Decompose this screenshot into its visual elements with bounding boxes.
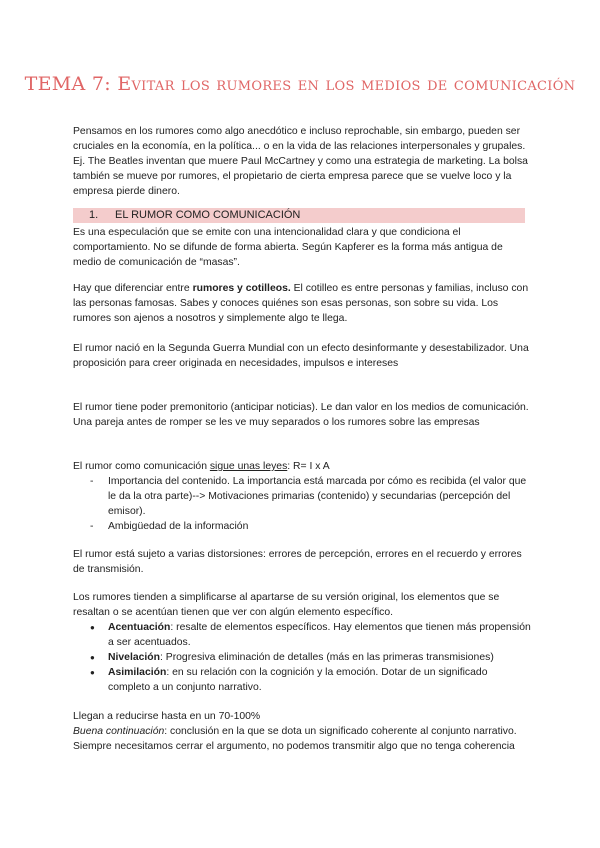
section-heading: [73, 208, 525, 223]
laws-formula: : R= I x A: [287, 461, 330, 472]
laws-list: [73, 474, 531, 534]
rumor-vs-gossip-post: El cotilleo es entre personas y familias, incluso con las personas famosas. Sabes y conoces quiénes son esas personas, son sobre su vida. Los rumores son ajenos a nosotros y simplemente algo te llega.: [73, 283, 529, 324]
origin-paragraph: El rumor nació en la Segunda Guerra Mundial con un efecto desinformante y desestabilizador. Una proposición para creer originada en necesidades, impulsos e intereses: [73, 343, 529, 369]
section-title: EL RUMOR COMO COMUNICACIÓN: [115, 209, 301, 221]
rumor-vs-gossip-paragraph: [73, 281, 531, 326]
list-item: [73, 665, 531, 695]
definition-paragraph: Es una especulación que se emite con una intencionalidad clara y que condiciona el comportamiento. No se difunde de forma abierta. Según Kapferer es la forma más antigua de medio de comunicación de “masas”.: [73, 227, 503, 268]
premonitory-paragraph: El rumor tiene poder premonitorio (anticipar noticias). Le dan valor en los medios de comunicación. Una pareja antes de romper se les ve muy separados o los rumores sobre las empresas: [73, 402, 529, 428]
simplification-section: [73, 590, 531, 695]
good-continuation-term: Buena continuación: [73, 726, 165, 737]
distortions-paragraph: El rumor está sujeto a varias distorsiones: errores de percepción, errores en el recuerdo y errores de transmisión.: [73, 549, 522, 575]
list-item-desc: : resalte de elementos específicos. Hay elementos que tienen más propensión a ser acentuados.: [108, 622, 531, 648]
reduction-line: Llegan a reducirse hasta en un 70-100%: [73, 711, 261, 722]
simplification-list: [73, 620, 531, 695]
good-continuation-desc: : conclusión en la que se dota un significado coherente al conjunto narrativo. Siempre necesitamos cerrar el argumento, no podemos transmitir algo que no tenga coherencia: [73, 726, 517, 752]
laws-section: [73, 459, 531, 534]
list-item: [73, 620, 531, 650]
list-item-term: Acentuación: [108, 622, 171, 633]
page-title: TEMA 7: Evitar los rumores en los medios de comunicación: [24, 73, 576, 95]
laws-pre: El rumor como comunicación: [73, 461, 210, 472]
simplification-text: Los rumores tienden a simplificarse al apartarse de su versión original, los elementos que se resaltan o se acentúan tienen que ver con algún elemento específico.: [73, 592, 500, 618]
list-item: - Importancia del contenido. La importancia está marcada por cómo es recibida (el valor que le da la otra parte)--> Motivaciones primarias (contenido) y secundarias (percepción del emisor).: [73, 474, 531, 519]
list-item: [73, 650, 531, 665]
good-continuation: [73, 724, 531, 754]
rumor-vs-gossip-bold: rumores y cotilleos.: [192, 283, 291, 294]
list-item-term: Nivelación: [108, 652, 160, 663]
rumor-vs-gossip-pre: Hay que diferenciar entre: [73, 283, 193, 294]
reduction-section: [73, 709, 531, 754]
intro-paragraph: Pensamos en los rumores como algo anecdótico e incluso reprochable, sin embargo, pueden ser cruciales en la economía, en la política... o en la vida de las relaciones interpersonales y grupales. Ej. The Beatles inventan que muere Paul McCartney y como una estrategia de marketing. La bolsa también se mueve por rumores, el propietario de cierta empresa parece que se vuelve loco y la empresa pierde dinero.: [73, 126, 528, 197]
section-number: 1.: [89, 209, 99, 221]
list-item-desc: : en su relación con la cognición y la emoción. Dotar de un significado completo a un conjunto narrativo.: [108, 667, 488, 693]
list-item-desc: : Progresiva eliminación de detalles (más en las primeras transmisiones): [159, 652, 494, 663]
list-item: - Ambigüedad de la información: [73, 519, 531, 534]
laws-underlined: sigue unas leyes: [209, 461, 288, 472]
list-item-term: Asimilación: [108, 667, 167, 678]
laws-intro: [73, 459, 531, 474]
